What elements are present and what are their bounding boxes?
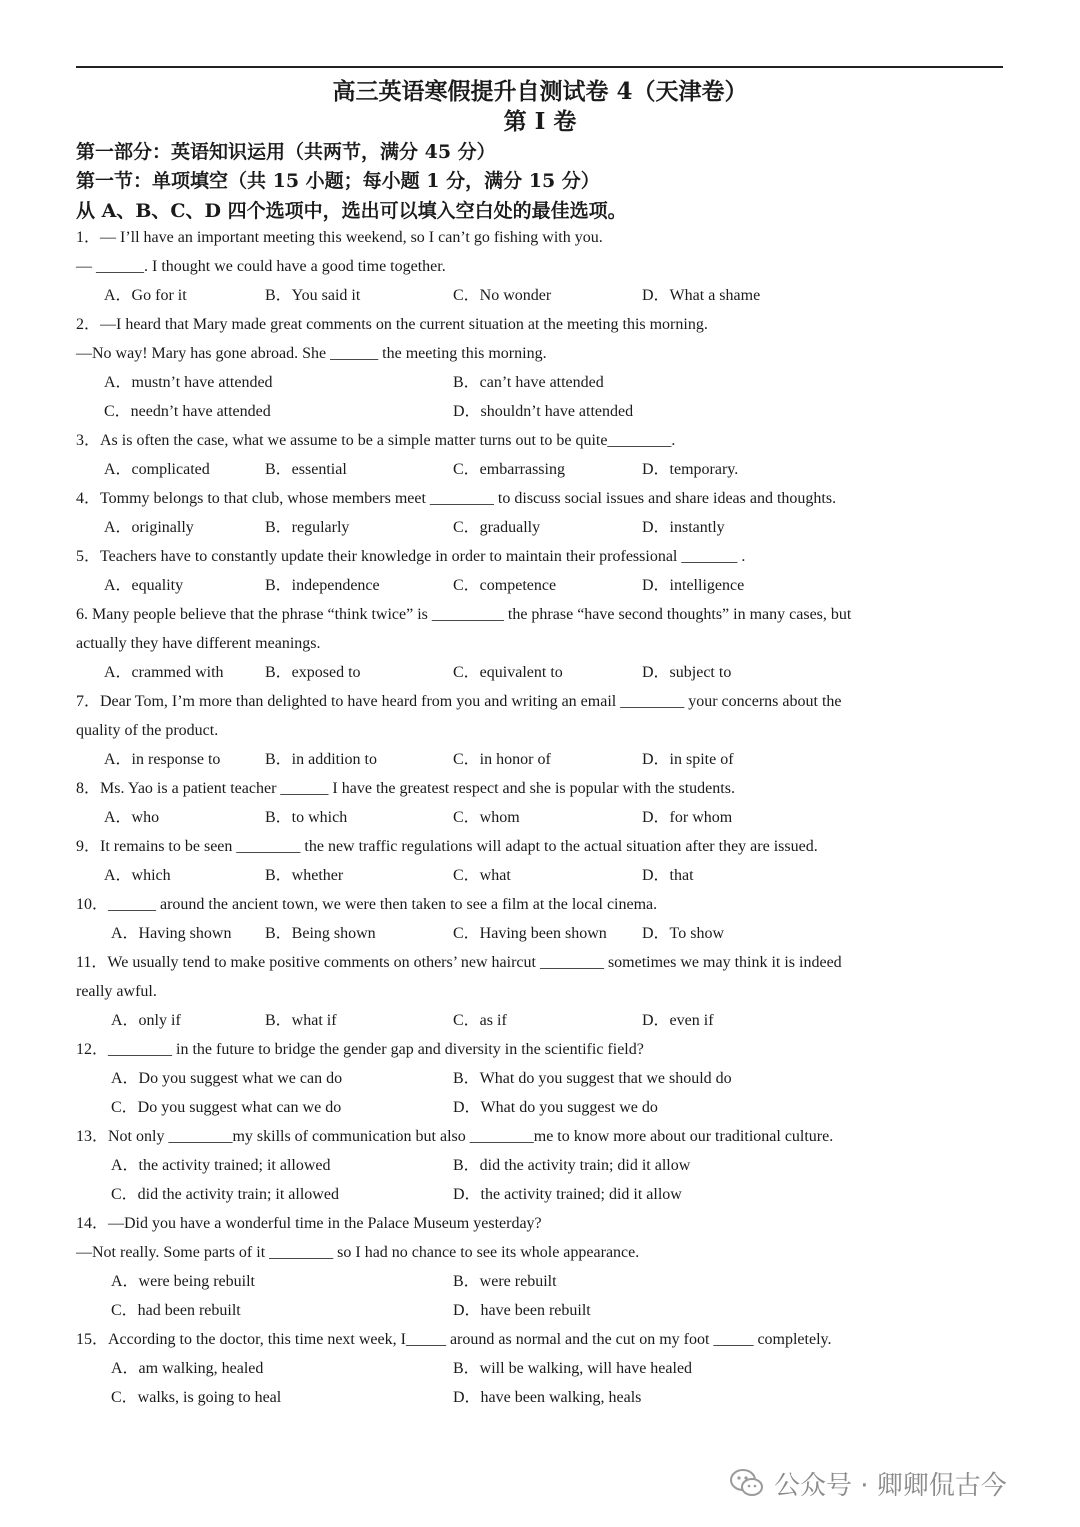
question-9-option-b: B．whether [265,867,344,884]
question-3-option-a: A．complicated [104,461,210,478]
question-4-option-a: A．originally [104,519,194,536]
question-7-line-1: 7．Dear Tom, I’m more than delighted to have heard from you and writing an email ________ your concerns about the [76,693,842,710]
question-9-line-1: 9．It remains to be seen ________ the new traffic regulations will adapt to the actual situation after they are issued. [76,838,818,855]
top-rule [76,66,1003,68]
question-6-option-d: D．subject to [642,664,732,681]
question-1-option-d: D．What a shame [642,287,761,304]
question-12-line-1: 12．________ in the future to bridge the gender gap and diversity in the scientific field? [76,1041,644,1058]
question-4-option-b: B．regularly [265,519,350,536]
question-12-option-a: A．Do you suggest what we can do [111,1070,343,1087]
question-1-line-2: — ______. I thought we could have a good time together. [76,258,446,275]
question-10-option-c: C．Having been shown [453,925,607,942]
question-2-option-d: D．shouldn’t have attended [453,403,634,420]
question-5-line-1: 5．Teachers have to constantly update their knowledge in order to maintain their professional _______ . [76,548,746,565]
question-7-line-2: quality of the product. [76,722,219,739]
question-6-line-2: actually they have different meanings. [76,635,321,652]
instruction-text: 从 A、B、C、D 四个选项中，选出可以填入空白处的最佳选项。 [76,200,627,222]
question-14-line-2: —Not really. Some parts of it ________ so I had no chance to see its whole appearance. [76,1244,640,1261]
question-2-option-a: A．mustn’t have attended [104,374,273,391]
question-13-line-1: 13．Not only ________my skills of communication but also ________me to know more about our traditional culture. [76,1128,834,1145]
question-2-option-c: C．needn’t have attended [104,403,271,420]
question-5-option-b: B．independence [265,577,380,594]
question-8-line-1: 8．Ms. Yao is a patient teacher ______ I have the greatest respect and she is popular with the students. [76,780,735,797]
question-10-option-a: A．Having shown [111,925,232,942]
question-10-option-b: B．Being shown [265,925,376,942]
question-14-option-d: D．have been rebuilt [453,1302,591,1319]
section-heading: 第一节：单项填空（共 15 小题；每小题 1 分，满分 15 分） [76,170,600,192]
question-7-option-c: C．in honor of [453,751,551,768]
question-2-line-2: —No way! Mary has gone abroad. She ______ the meeting this morning. [76,345,547,362]
question-14-option-a: A．were being rebuilt [111,1273,255,1290]
question-3-option-c: C．embarrassing [453,461,565,478]
question-7-option-b: B．in addition to [265,751,378,768]
question-15-option-c: C．walks, is going to heal [111,1389,282,1406]
question-13-option-a: A．the activity trained; it allowed [111,1157,331,1174]
question-14-option-c: C．had been rebuilt [111,1302,241,1319]
question-2-option-b: B．can’t have attended [453,374,604,391]
part-heading: 第一部分：英语知识运用（共两节，满分 45 分） [76,141,496,163]
question-11-line-1: 11．We usually tend to make positive comments on others’ new haircut ________ sometimes we may think it is indeed [76,954,842,971]
question-8-option-a: A．who [104,809,160,826]
question-6-option-b: B．exposed to [265,664,361,681]
question-11-option-a: A．only if [111,1012,181,1029]
question-4-line-1: 4．Tommy belongs to that club, whose members meet ________ to discuss social issues and share ideas and thoughts. [76,490,837,507]
question-6-option-c: C．equivalent to [453,664,563,681]
question-10-line-1: 10．______ around the ancient town, we were then taken to see a film at the local cinema. [76,896,658,913]
question-4-option-c: C．gradually [453,519,541,536]
question-1-option-a: A．Go for it [104,287,187,304]
question-11-option-b: B．what if [265,1012,337,1029]
question-1-option-c: C．No wonder [453,287,552,304]
question-8-option-b: B．to which [265,809,348,826]
question-15-option-b: B．will be walking, will have healed [453,1360,693,1377]
question-7-option-a: A．in response to [104,751,221,768]
question-8-option-c: C．whom [453,809,520,826]
question-7-option-d: D．in spite of [642,751,734,768]
question-10-option-d: D．To show [642,925,724,942]
question-8-option-d: D．for whom [642,809,733,826]
question-13-option-d: D．the activity trained; did it allow [453,1186,682,1203]
question-11-option-d: D．even if [642,1012,714,1029]
question-1-line-1: 1．— I’ll have an important meeting this weekend, so I can’t go fishing with you. [76,229,603,246]
question-13-option-c: C．did the activity train; it allowed [111,1186,339,1203]
question-9-option-c: C．what [453,867,511,884]
question-12-option-b: B．What do you suggest that we should do [453,1070,732,1087]
question-13-option-b: B．did the activity train; did it allow [453,1157,691,1174]
question-3-option-b: B．essential [265,461,347,478]
question-3-option-d: D．temporary. [642,461,739,478]
page-title: 高三英语寒假提升自测试卷 4（天津卷） [332,78,748,105]
question-1-option-b: B．You said it [265,287,361,304]
question-12-option-c: C．Do you suggest what can we do [111,1099,342,1116]
watermark-text: 公众号 · 卿卿侃古今 [774,1470,1007,1501]
question-5-option-c: C．competence [453,577,557,594]
question-15-option-a: A．am walking, healed [111,1360,264,1377]
question-15-line-1: 15．According to the doctor, this time next week, I_____ around as normal and the cut on my foot _____ completely. [76,1331,832,1348]
question-2-line-1: 2．—I heard that Mary made great comments on the current situation at the meeting this morning. [76,316,708,333]
question-12-option-d: D．What do you suggest we do [453,1099,658,1116]
watermark [730,1466,1007,1500]
question-14-line-1: 14．—Did you have a wonderful time in the Palace Museum yesterday? [76,1215,542,1232]
question-9-option-a: A．which [104,867,171,884]
question-11-option-c: C．as if [453,1012,507,1029]
question-14-option-b: B．were rebuilt [453,1273,557,1290]
question-6-option-a: A．crammed with [104,664,224,681]
volume-title: 第 I 卷 [503,108,577,135]
question-4-option-d: D．instantly [642,519,725,536]
question-5-option-a: A．equality [104,577,184,594]
question-3-line-1: 3．As is often the case, what we assume to be a simple matter turns out to be quite________. [76,432,676,449]
question-9-option-d: D．that [642,867,694,884]
question-5-option-d: D．intelligence [642,577,745,594]
question-6-line-1: 6. Many people believe that the phrase “think twice” is _________ the phrase “have second thoughts” in many cases, but [76,606,852,623]
question-11-line-2: really awful. [76,983,157,1000]
question-15-option-d: D．have been walking, heals [453,1389,642,1406]
wechat-icon [730,1468,764,1498]
